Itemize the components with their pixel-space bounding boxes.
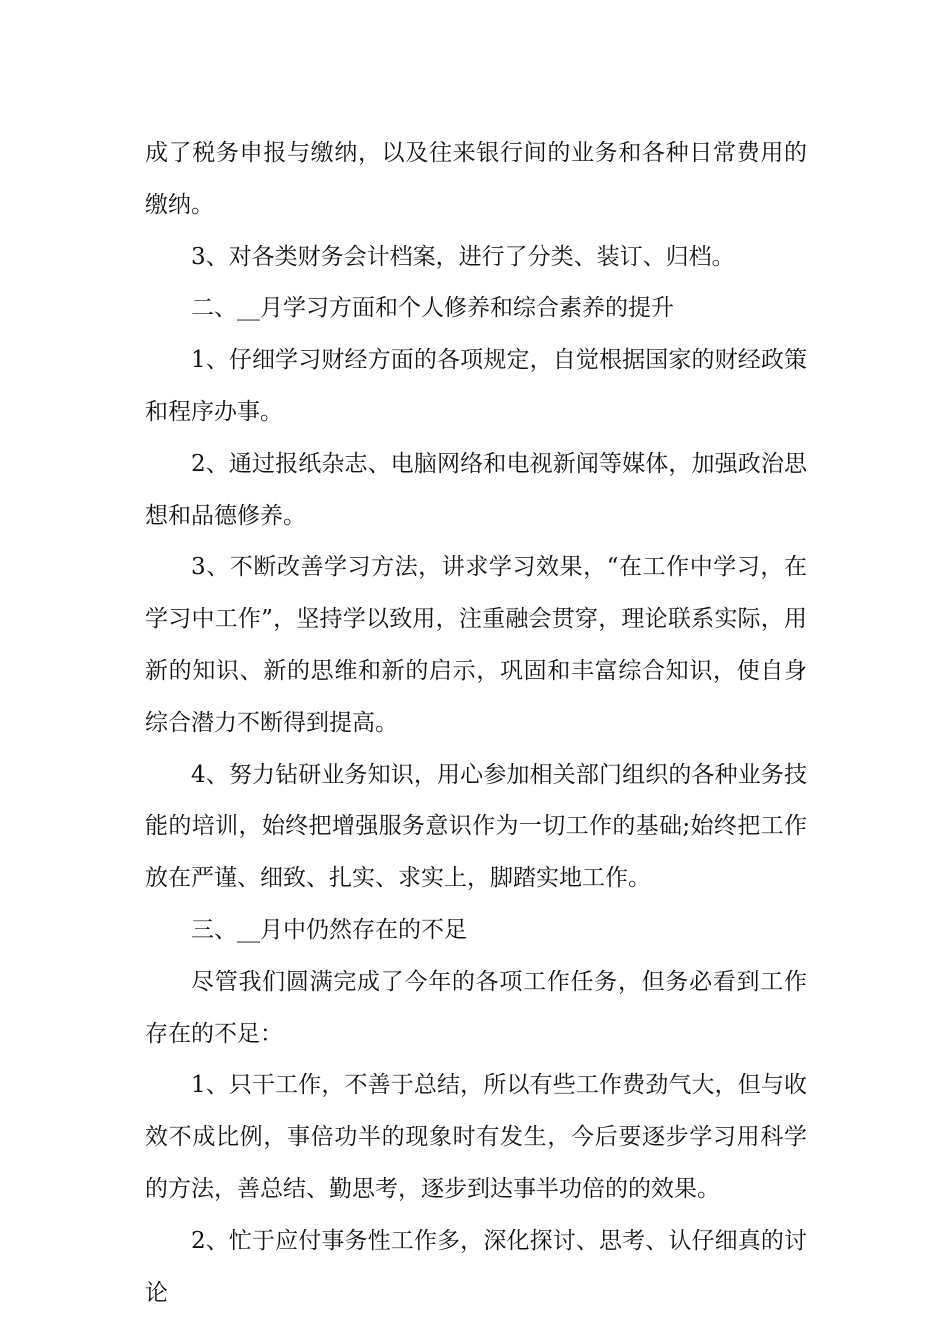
paragraph-shortcomings-intro: 尽管我们圆满完成了今年的各项工作任务，但务必看到工作存在的不足： <box>145 968 807 1047</box>
document-body <box>145 128 807 1319</box>
section-heading-study: 二、__月学习方面和个人修养和综合素养的提升 <box>191 295 674 322</box>
paragraph-study-1: 1、仔细学习财经方面的各项规定，自觉根据国家的财经政策和程序办事。 <box>145 347 807 425</box>
paragraph-study-2: 2、通过报纸杂志、电脑网络和电视新闻等媒体，加强政治思想和品德修养。 <box>145 450 807 529</box>
section-heading-shortcomings: 三、__月中仍然存在的不足 <box>191 916 467 943</box>
paragraph-archives: 3、对各类财务会计档案，进行了分类、装订、归档。 <box>191 243 735 270</box>
paragraph-study-3: 3、不断改善学习方法，讲求学习效果，“在工作中学习，在学习中工作”，坚持学以致用，注重融会贯穿，理论联系实际，用新的知识、新的思维和新的启示，巩固和丰富综合知识，使自身综合潜力不断得到提高。 <box>145 554 807 736</box>
paragraph-study-4: 4、努力钻研业务知识，用心参加相关部门组织的各种业务技能的培训，始终把增强服务意识作为一切工作的基础;始终把工作放在严谨、细致、扎实、求实上，脚踏实地工作。 <box>145 761 807 892</box>
paragraph-tax-continuation: 成了税务申报与缴纳，以及往来银行间的业务和各种日常费用的缴纳。 <box>145 140 807 218</box>
paragraph-shortcoming-2: 2、忙于应付事务性工作多，深化探讨、思考、认仔细真的讨论 <box>145 1227 807 1306</box>
paragraph-shortcoming-1: 1、只干工作，不善于总结，所以有些工作费劲气大，但与收效不成比例，事倍功半的现象时有发生，今后要逐步学习用科学的方法，善总结、勤思考，逐步到达事半功倍的的效果。 <box>145 1072 807 1202</box>
